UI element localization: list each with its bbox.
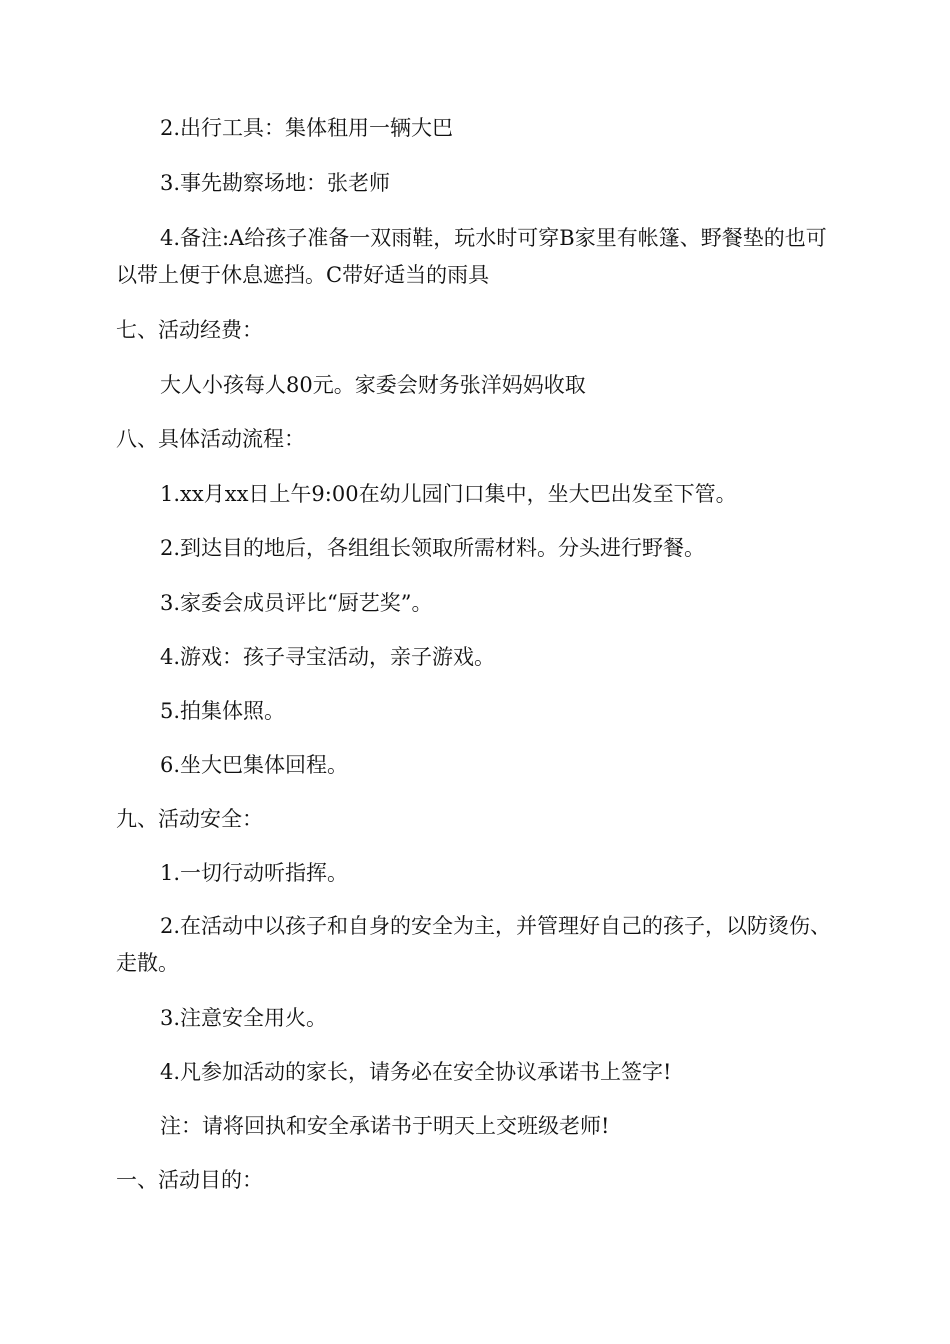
process-step-2: 2.到达目的地后，各组组长领取所需材料。分头进行野餐。 xyxy=(160,536,706,560)
note-line: 注：请将回执和安全承诺书于明天上交班级老师! xyxy=(160,1114,610,1138)
item-site-survey: 3.事先勘察场地：张老师 xyxy=(160,171,391,195)
heading-activity-fee: 七、活动经费： xyxy=(116,318,263,342)
item-fee-detail: 大人小孩每人80元。家委会财务张洋妈妈收取 xyxy=(160,373,586,397)
safety-item-1: 1.一切行动听指挥。 xyxy=(160,861,349,885)
process-step-5: 5.拍集体照。 xyxy=(160,699,286,723)
safety-item-2: 2.在活动中以孩子和自身的安全为主，并管理好自己的孩子，以防烫伤、走散。 xyxy=(116,914,832,975)
process-step-4: 4.游戏：孩子寻宝活动，亲子游戏。 xyxy=(160,645,496,669)
heading-activity-safety: 九、活动安全： xyxy=(116,807,263,831)
process-step-1: 1.xx月xx日上午9:00在幼儿园门口集中，坐大巴出发至下管。 xyxy=(160,482,737,506)
safety-item-4: 4.凡参加活动的家长，请务必在安全协议承诺书上签字! xyxy=(160,1060,672,1084)
item-transport: 2.出行工具：集体租用一辆大巴 xyxy=(160,116,454,140)
process-step-6: 6.坐大巴集体回程。 xyxy=(160,753,349,777)
heading-activity-process: 八、具体活动流程： xyxy=(116,427,305,451)
safety-item-3: 3.注意安全用火。 xyxy=(160,1006,328,1030)
process-step-3: 3.家委会成员评比“厨艺奖”。 xyxy=(160,591,433,615)
heading-activity-purpose: 一、活动目的： xyxy=(116,1168,263,1192)
item-remarks: 4.备注:A给孩子准备一双雨鞋，玩水时可穿B家里有帐篷、野餐垫的也可以带上便于休息遮挡。C带好适当的雨具 xyxy=(116,226,827,287)
